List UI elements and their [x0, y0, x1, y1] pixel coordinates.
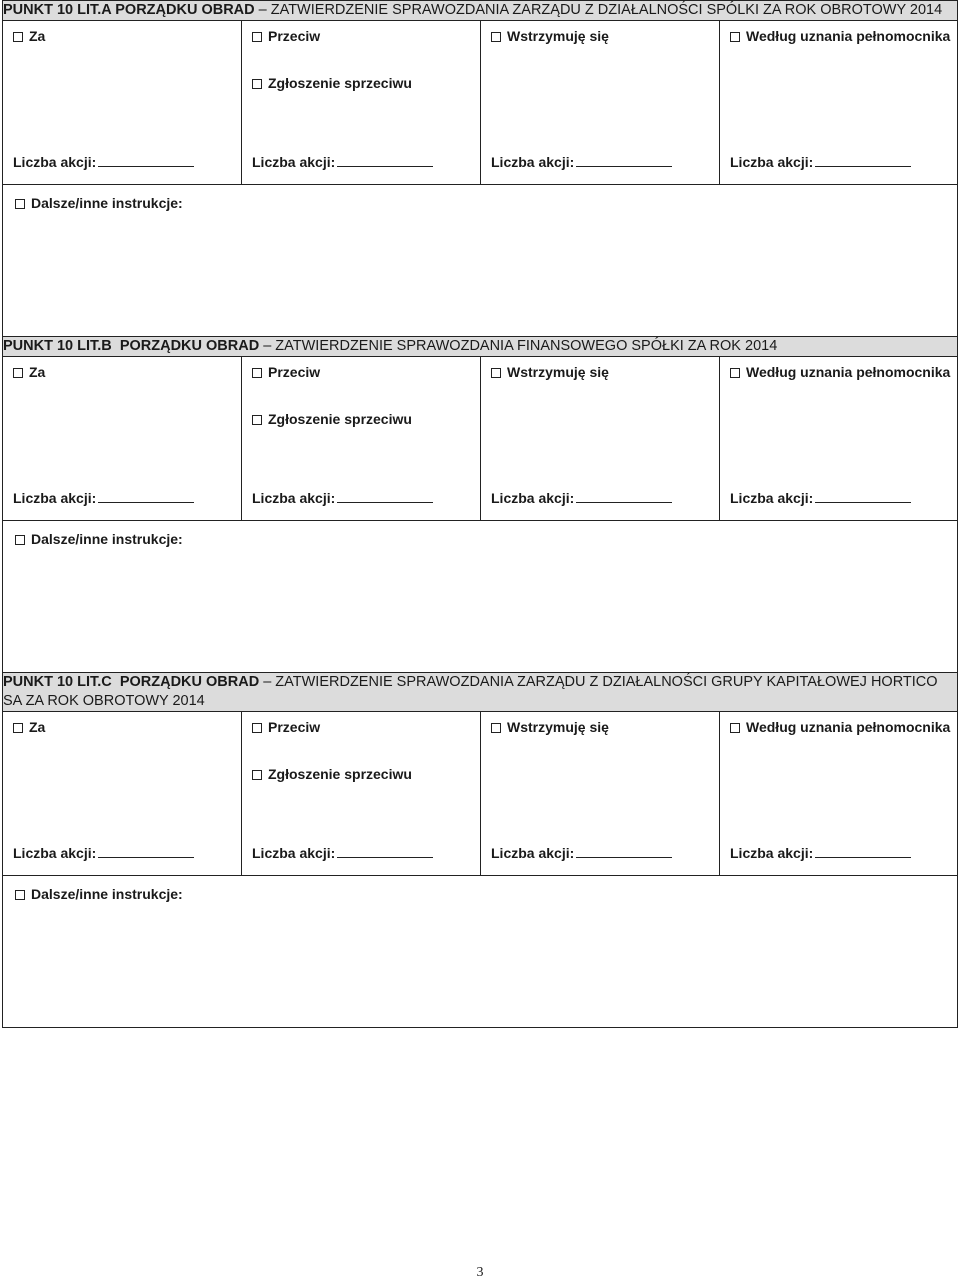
shares-count-przeciw: Liczba akcji:: [252, 843, 433, 861]
vote-option-za-cell: [3, 357, 242, 521]
header-resolution-text: – ZATWIERDZENIE SPRAWOZDANIA ZARZĄDU Z DZIAŁALNOŚCI SPÓLKI ZA ROK OBROTOWY 2014: [254, 2, 943, 18]
header-agenda-item: A PORZĄDKU OBRAD: [101, 2, 255, 18]
shares-count-przeciw: Liczba akcji:: [252, 152, 433, 170]
checkbox-icon[interactable]: [491, 32, 501, 42]
vote-option-przeciw-cell: [242, 357, 481, 521]
checkbox-icon[interactable]: [15, 199, 25, 209]
shares-count-wedlug: Liczba akcji:: [730, 152, 911, 170]
vote-option-za-cell: [3, 21, 242, 185]
checkbox-icon[interactable]: [730, 368, 740, 378]
header-prefix: PUNKT 10 LIT.: [3, 338, 102, 354]
checkbox-icon[interactable]: [252, 723, 262, 733]
vote-option-przeciw[interactable]: Przeciw: [252, 28, 320, 44]
checkbox-icon[interactable]: [730, 32, 740, 42]
vote-option-wstrzymuje[interactable]: Wstrzymuję się: [491, 719, 609, 735]
shares-count-wstrzymuje: Liczba akcji:: [491, 152, 672, 170]
resolution-header-b: [3, 337, 958, 357]
vote-option-przeciw[interactable]: Przeciw: [252, 719, 320, 735]
objection-option[interactable]: Zgłoszenie sprzeciwu: [252, 766, 412, 782]
header-agenda-item: B PORZĄDKU OBRAD: [101, 338, 260, 354]
objection-option[interactable]: Zgłoszenie sprzeciwu: [252, 411, 412, 427]
checkbox-icon[interactable]: [252, 79, 262, 89]
vote-option-przeciw-cell: [242, 21, 481, 185]
proxy-voting-form: [2, 0, 957, 1028]
resolution-header-c: [3, 673, 958, 712]
shares-count-wedlug: Liczba akcji:: [730, 488, 911, 506]
checkbox-icon[interactable]: [730, 723, 740, 733]
checkbox-icon[interactable]: [491, 723, 501, 733]
checkbox-icon[interactable]: [13, 32, 23, 42]
shares-input-line[interactable]: [337, 488, 433, 503]
shares-count-przeciw: Liczba akcji:: [252, 488, 433, 506]
vote-option-wstrzymuje-cell: [481, 712, 720, 876]
shares-count-za: Liczba akcji:: [13, 488, 194, 506]
voting-table: [2, 0, 958, 1028]
shares-count-za: Liczba akcji:: [13, 843, 194, 861]
shares-input-line[interactable]: [337, 843, 433, 858]
checkbox-icon[interactable]: [13, 723, 23, 733]
vote-option-wedlug[interactable]: Według uznania pełnomocnika: [730, 364, 950, 380]
shares-count-wstrzymuje: Liczba akcji:: [491, 488, 672, 506]
further-instructions-a[interactable]: [3, 185, 958, 337]
vote-option-wstrzymuje-cell: [481, 357, 720, 521]
vote-option-przeciw-cell: [242, 712, 481, 876]
header-agenda-item: C PORZĄDKU OBRAD: [101, 674, 260, 690]
shares-input-line[interactable]: [576, 488, 672, 503]
checkbox-icon[interactable]: [252, 770, 262, 780]
resolution-header-a: [3, 1, 958, 21]
header-prefix: PUNKT 10 LIT.: [3, 674, 102, 690]
shares-input-line[interactable]: [815, 152, 911, 167]
vote-option-za[interactable]: Za: [13, 364, 45, 380]
vote-option-wstrzymuje-cell: [481, 21, 720, 185]
vote-option-wedlug-cell: [720, 712, 958, 876]
vote-option-wedlug-cell: [720, 357, 958, 521]
vote-option-za-cell: [3, 712, 242, 876]
further-instructions-option[interactable]: Dalsze/inne instrukcje:: [3, 185, 957, 221]
further-instructions-b[interactable]: [3, 521, 958, 673]
header-prefix: PUNKT 10 LIT.: [3, 2, 102, 18]
vote-option-wedlug[interactable]: Według uznania pełnomocnika: [730, 28, 950, 44]
vote-option-wedlug-cell: [720, 21, 958, 185]
shares-input-line[interactable]: [98, 152, 194, 167]
further-instructions-option[interactable]: Dalsze/inne instrukcje:: [3, 521, 957, 557]
checkbox-icon[interactable]: [491, 368, 501, 378]
shares-input-line[interactable]: [576, 152, 672, 167]
checkbox-icon[interactable]: [252, 415, 262, 425]
shares-count-za: Liczba akcji:: [13, 152, 194, 170]
checkbox-icon[interactable]: [15, 535, 25, 545]
checkbox-icon[interactable]: [15, 890, 25, 900]
shares-count-wstrzymuje: Liczba akcji:: [491, 843, 672, 861]
vote-option-przeciw[interactable]: Przeciw: [252, 364, 320, 380]
shares-input-line[interactable]: [98, 488, 194, 503]
further-instructions-c[interactable]: [3, 876, 958, 1028]
checkbox-icon[interactable]: [252, 368, 262, 378]
page-number: 3: [476, 1265, 484, 1280]
further-instructions-option[interactable]: Dalsze/inne instrukcje:: [3, 876, 957, 912]
vote-option-wedlug[interactable]: Według uznania pełnomocnika: [730, 719, 950, 735]
objection-option[interactable]: Zgłoszenie sprzeciwu: [252, 75, 412, 91]
shares-input-line[interactable]: [815, 843, 911, 858]
header-resolution-text: – ZATWIERDZENIE SPRAWOZDANIA ZARZĄDU Z DZIAŁALNOŚCI GRUPY KAPITAŁOWEJ HORTICO SA ZA ROK OBROTOWY 2014: [3, 674, 938, 709]
checkbox-icon[interactable]: [13, 368, 23, 378]
vote-option-za[interactable]: Za: [13, 28, 45, 44]
header-resolution-text: – ZATWIERDZENIE SPRAWOZDANIA FINANSOWEGO SPÓŁKI ZA ROK 2014: [259, 338, 778, 354]
shares-count-wedlug: Liczba akcji:: [730, 843, 911, 861]
vote-option-wstrzymuje[interactable]: Wstrzymuję się: [491, 28, 609, 44]
shares-input-line[interactable]: [98, 843, 194, 858]
shares-input-line[interactable]: [576, 843, 672, 858]
shares-input-line[interactable]: [337, 152, 433, 167]
shares-input-line[interactable]: [815, 488, 911, 503]
vote-option-wstrzymuje[interactable]: Wstrzymuję się: [491, 364, 609, 380]
checkbox-icon[interactable]: [252, 32, 262, 42]
vote-option-za[interactable]: Za: [13, 719, 45, 735]
